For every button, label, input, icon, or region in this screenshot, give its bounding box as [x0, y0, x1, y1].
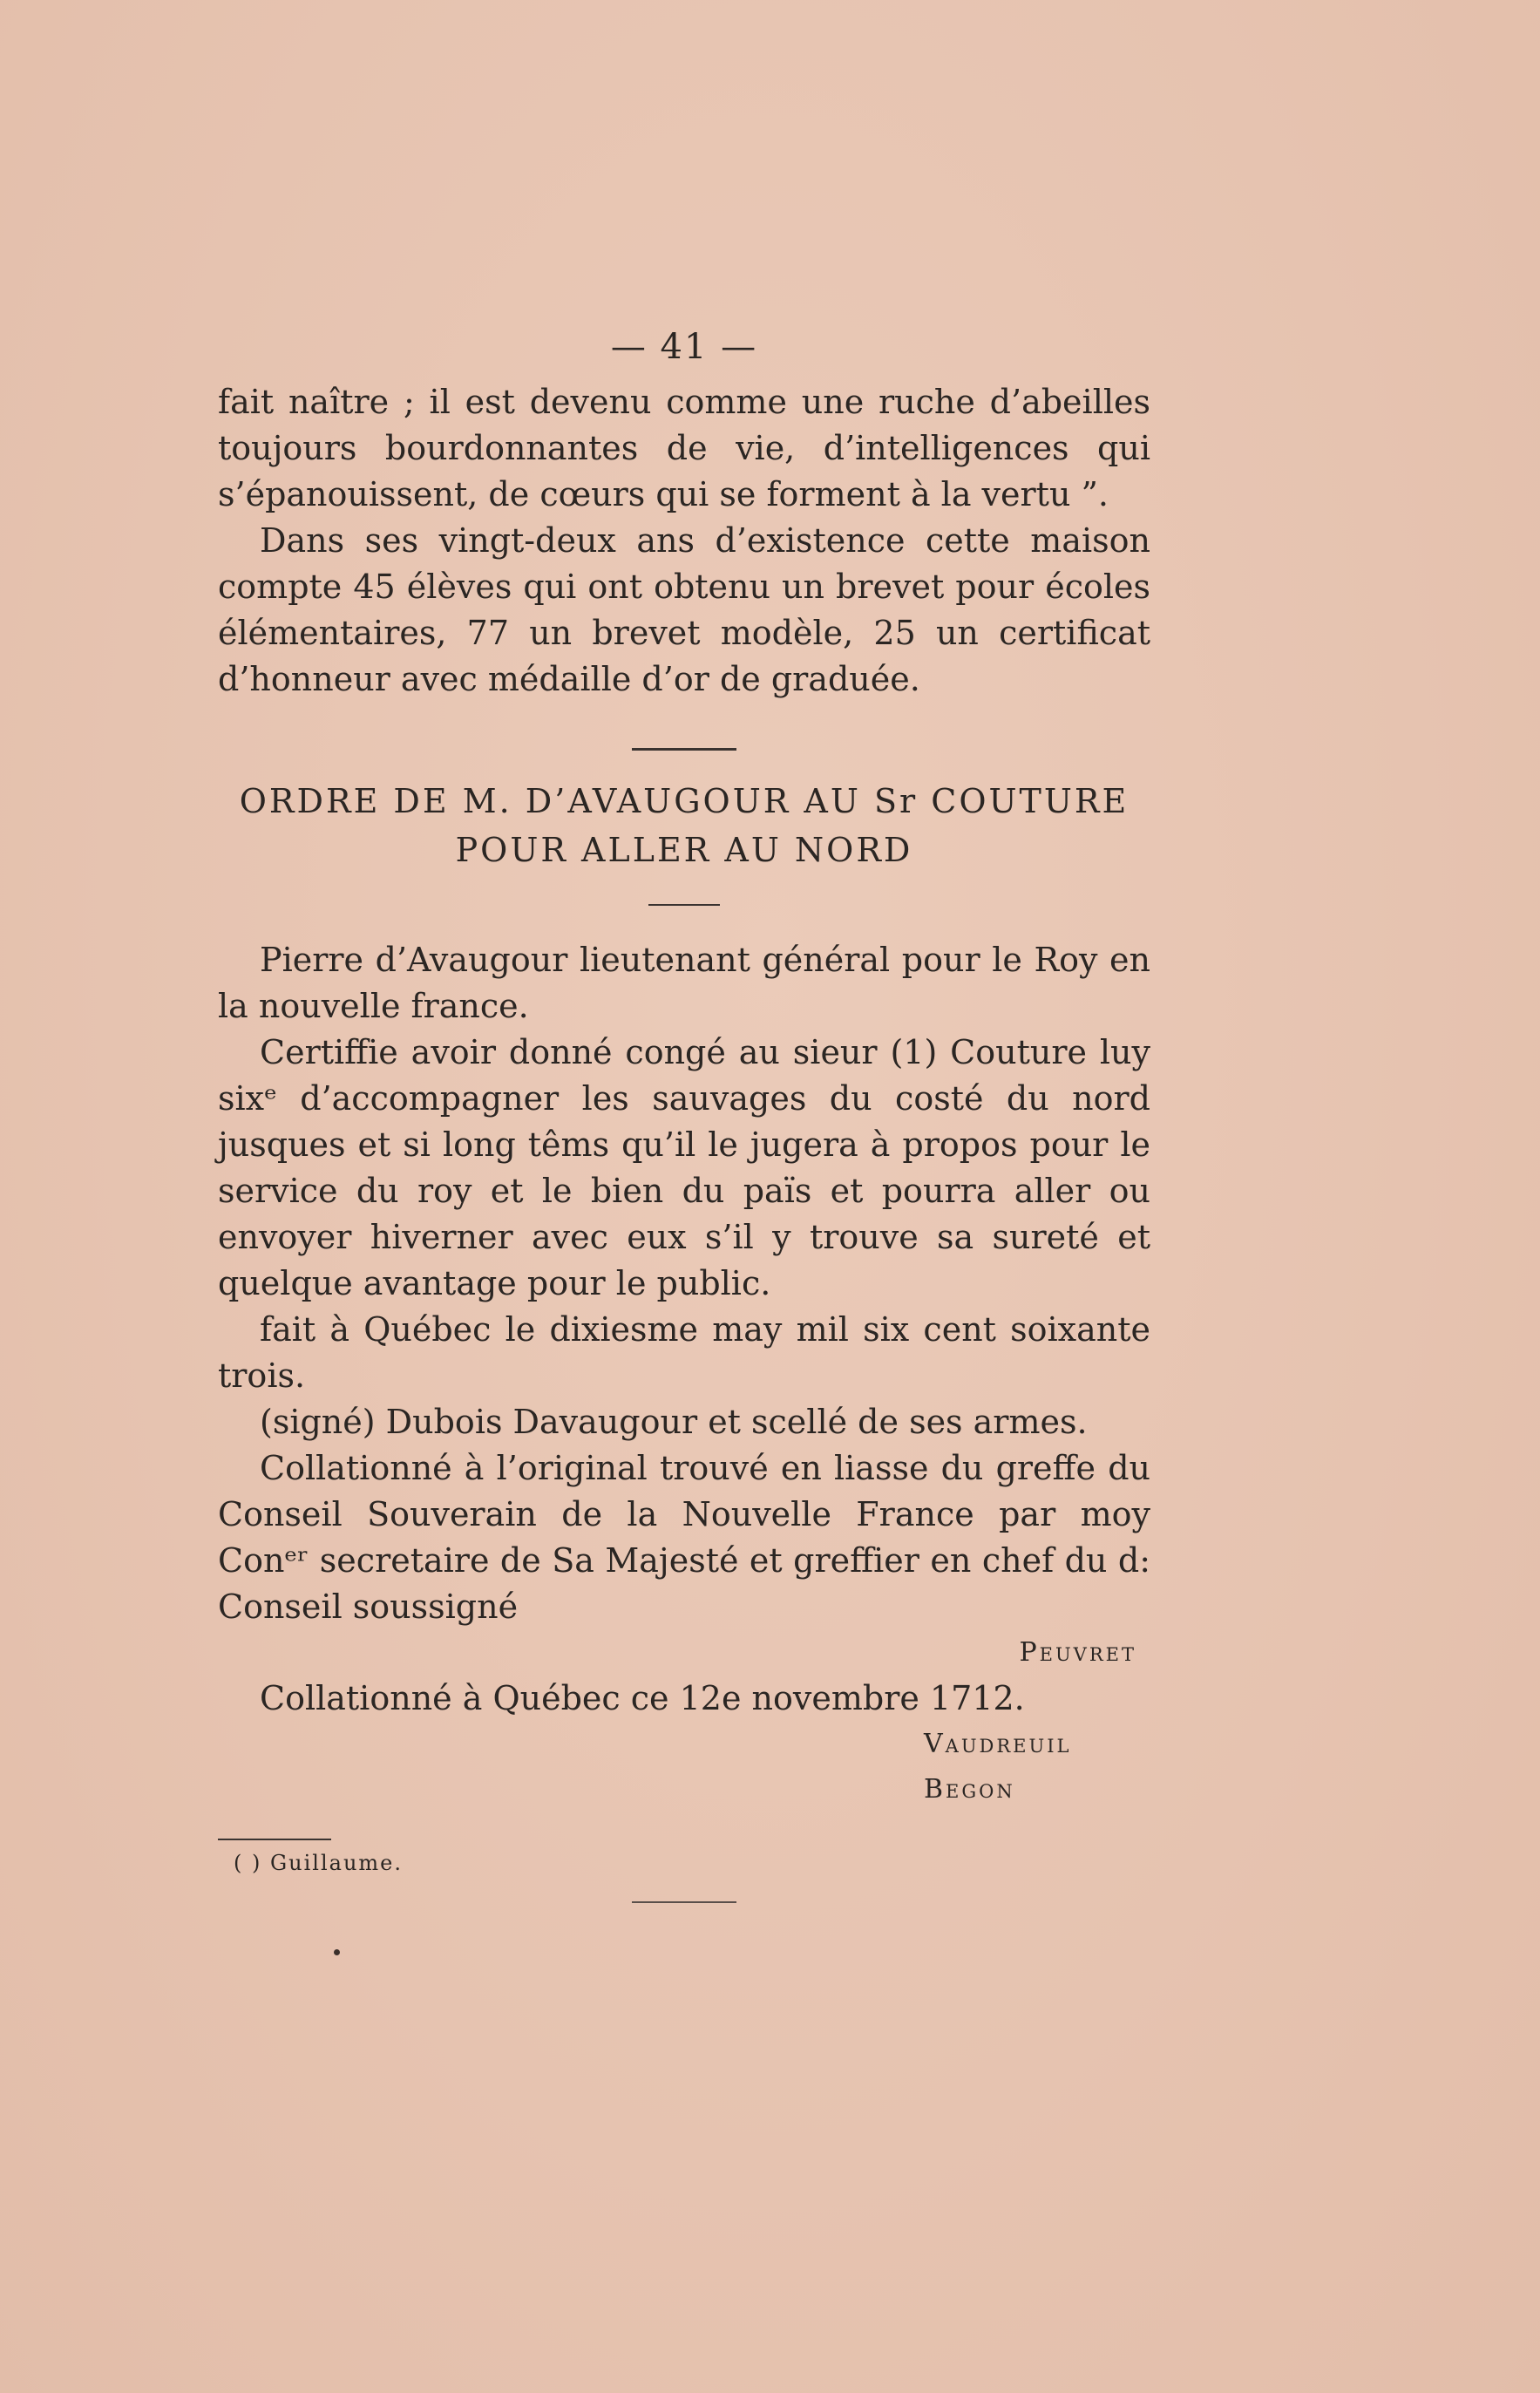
- section-heading-line-1: ORDRE DE M. D’AVAUGOUR AU Sr COUTURE: [239, 782, 1130, 820]
- order-paragraph-4: (signé) Dubois Davaugour et scellé de ses armes.: [260, 1403, 1088, 1441]
- signature-block: [924, 1722, 1150, 1812]
- document-page: [218, 327, 1150, 1903]
- footnote-rule: [218, 1839, 331, 1840]
- order-paragraph-3: fait à Québec le dixiesme may mil six cent soixante trois.: [218, 1310, 1150, 1395]
- order-paragraph-2: Certiffie avoir donné congé au sieur (1) Couture luy sixᵉ d’accompagner les sauvages du costé du nord jusques et si long têms qu’il le jugera à propos pour le service du roy et le bien du païs et pourra aller ou envoyer hiverner avec eux s’il y trouve sa sureté et quelque avantage pour le public.: [218, 1033, 1150, 1302]
- ink-speck: [334, 1949, 340, 1955]
- footnote: ( ) Guillaume.: [234, 1851, 403, 1875]
- page-number: — 41 —: [610, 327, 758, 367]
- intro-paragraph-1: fait naître ; il est devenu comme une ruche d’abeilles toujours bourdonnantes de vie, d’intelligences qui s’épanouissent, de cœurs qui se forment à la vertu ”.: [218, 383, 1150, 513]
- end-rule: [632, 1901, 736, 1903]
- section-divider: [632, 748, 736, 751]
- order-paragraph-5: Collationné à l’original trouvé en liasse du greffe du Conseil Souverain de la Nouvelle France par moy Conᵉʳ secretaire de Sa Majesté et greffier en chef du d: Conseil soussigné: [218, 1449, 1150, 1626]
- heading-underline: [648, 904, 720, 906]
- signature-begon: Begon: [924, 1774, 1015, 1805]
- order-paragraph-1: Pierre d’Avaugour lieutenant général pour le Roy en la nouvelle france.: [218, 941, 1150, 1025]
- signature-vaudreuil: Vaudreuil: [924, 1729, 1072, 1759]
- collation-line: Collationné à Québec ce 12e novembre 1712.: [260, 1679, 1025, 1717]
- signature-peuvret: Peuvret: [1019, 1637, 1136, 1668]
- intro-paragraph-2: Dans ses vingt-deux ans d’existence cette maison compte 45 élèves qui ont obtenu un brevet pour écoles élémentaires, 77 un brevet modèle, 25 un certificat d’honneur avec médaille d’or de graduée.: [218, 521, 1150, 698]
- section-heading-line-2: POUR ALLER AU NORD: [455, 831, 913, 869]
